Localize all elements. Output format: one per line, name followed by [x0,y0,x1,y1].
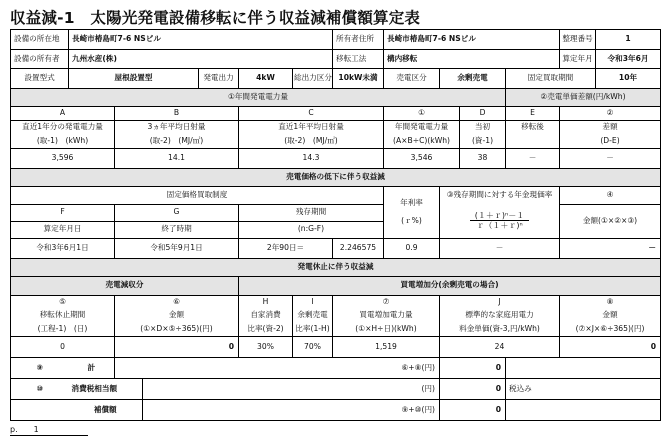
rate-label: 年利率 [400,198,423,208]
col-d-label2: (資-1) [460,134,506,149]
output-label: 発電出力 [199,69,239,89]
calc-date-value: 令和3年6月 [596,49,661,69]
col-8-code: ⑧ [560,295,661,309]
col-a-value: 3,596 [11,149,115,169]
col-i-value: 70% [293,337,333,358]
ref-number-label: 整理番号 [560,30,596,50]
col-c-code: C [239,107,384,121]
owner-address-label: 所有者住所 [333,30,384,50]
section1-value-row [11,149,661,169]
col-c-value: 14.3 [239,149,384,169]
section1-label-row-1 [11,120,661,134]
col-d-value: 38 [460,149,506,169]
col-2-label2: (D-E) [560,134,661,149]
compensation-label: 補償額 [69,399,143,420]
purchase-increase-header: 買電増加分(余剰売電の場合) [239,277,661,295]
col-1-value: 3,546 [384,149,460,169]
col-g-value: 令和5年9月1日 [115,238,239,258]
col-e-label1: 移転後 [506,120,560,134]
page-title: 収益減-1 太陽光発電設備移転に伴う収益減補償額算定表 [10,9,421,27]
fixed-period-label: 固定買取期間 [506,69,596,89]
annual-generation-header: ①年間発電電力量 [11,89,506,107]
section3-label-row-1 [11,309,661,323]
info-row-3 [11,69,661,89]
col-b-value: 14.1 [115,149,239,169]
section3-subheader-row [11,277,661,295]
output-class-label: 総出力区分 [293,69,333,89]
col-d-label1: 当初 [460,120,506,134]
tax-note: 税込み [506,379,661,400]
section2-subheader-row [11,187,661,204]
col-2-code: ② [560,107,661,121]
col-a-code: A [11,107,115,121]
tax-mark: ⑩ [11,379,69,400]
col-c-label1: 直近1年平均日射量 [239,120,384,134]
col-7-value: 1,519 [333,337,440,358]
col-1-label2: (A×B÷C)(kWh) [384,134,460,149]
col-h-label1: 自家消費 [239,309,293,323]
sales-type-label: 売電区分 [384,69,440,89]
col-d-code: D [460,107,506,121]
tax-label: 消費税相当額 [69,379,143,400]
col-8-value: 0 [560,337,661,358]
rate-value: 0.9 [384,238,440,258]
compensation-row [11,399,661,420]
section3-code-row [11,295,661,309]
calc-date-label: 算定年月 [560,49,596,69]
col-6-label1: 金額 [115,309,239,323]
col-6-code: ⑥ [115,295,239,309]
col-i-code: I [293,295,333,309]
col-h-label2: 比率(資-2) [239,322,293,337]
col-5-label2: (工程-1) (日) [11,322,115,337]
location-value: 長崎市椿島町7-6 NSビル [69,30,333,50]
relocation-method-label: 移転工法 [333,49,384,69]
section2-code-row [11,204,661,221]
col-b-label1: 3ヵ年平均日射量 [115,120,239,134]
col-7-label1: 買電増加電力量 [333,309,440,323]
remain-label: 残存期間 [239,204,384,221]
col-j-label2: 料金単価(資-3,円/kWh) [440,322,560,337]
col-6-label2: (①×D×⑤÷365)(円) [115,322,239,337]
location-label: 設備の所在地 [11,30,69,50]
info-row-2 [11,49,661,69]
remain-sub: (n:G-F) [239,221,384,238]
col-b-label2: (取-2) (MJ/㎡) [115,134,239,149]
rate-sub: (ｒ%) [401,216,422,226]
section3-header-row [11,258,661,276]
col-f-code: F [11,204,115,221]
col-g-code: G [115,204,239,221]
output-class-value: 10kW未満 [333,69,384,89]
tax-formula: (円) [143,379,440,400]
suspension-header: 発電休止に伴う収益減 [11,258,661,276]
annuity-denominator: ｒ（１＋ｒ)ⁿ [476,221,523,231]
col-5-code: ⑤ [11,295,115,309]
total-formula: ⑥+⑧(円) [115,358,440,379]
col-6-value: 0 [115,337,239,358]
install-type-label: 設置型式 [11,69,69,89]
price-drop-header: 売電価格の低下に伴う収益減 [11,168,661,186]
compensation-formula: ⑨+⑩(円) [143,399,440,420]
col-b-code: B [115,107,239,121]
total-mark: ⑨ [11,358,69,379]
section3-value-row [11,337,661,358]
fixed-period-value: 10年 [596,69,661,89]
footer-rule [10,435,88,436]
col-a-label1: 直近1年分の発電電力量 [11,120,115,134]
tax-value: 0 [440,379,506,400]
compensation-value: 0 [440,399,506,420]
owner-label: 設備の所有者 [11,49,69,69]
col-j-label1: 標準的な家庭用電力 [440,309,560,323]
total-row [11,358,661,379]
col-g-label: 終了時期 [115,221,239,238]
col-h-value: 30% [239,337,293,358]
remain-days-value: 2年90日＝ [239,238,333,258]
install-type-value: 屋根設置型 [69,69,199,89]
page-number: p. 1 [10,425,39,434]
col-5-label1: 移転休止期間 [11,309,115,323]
annuity-numerator: (１＋ｒ)ⁿ－１ [470,211,529,221]
fixed-price-header: 固定価格買取制度 [11,187,384,204]
remain-years-value: 2.246575 [333,238,384,258]
relocation-method-value: 構内移転 [384,49,560,69]
col-i-label1: 余剰売電 [293,309,333,323]
rate-label-cell [384,187,440,239]
owner-value: 九州水産(株) [69,49,333,69]
section1-code-row [11,107,661,121]
owner-address-value: 長崎市椿島町7-6 NSビル [384,30,560,50]
col-f-label: 算定年月日 [11,221,115,238]
col-8-label2: (⑦×J×⑥÷365)(円) [560,322,661,337]
col-h-code: H [239,295,293,309]
col-j-value: 24 [440,337,560,358]
col-2-label1: 差額 [560,120,661,134]
section1-header-row [11,89,661,107]
sales-loss-header: 売電減収分 [11,277,239,295]
col-e-value: － [506,149,560,169]
col-1-label1: 年間発電電力量 [384,120,460,134]
col-i-label2: 比率(1-H) [293,322,333,337]
output-value: 4kW [239,69,293,89]
annuity-value: － [440,238,560,258]
col-4-label: 金額(①×②×③) [560,204,661,238]
section1-label-row-2 [11,134,661,149]
col-2-value: － [560,149,661,169]
section2-value-row [11,238,661,258]
col-a-label2: (取-1) (kWh) [11,134,115,149]
col-j-code: J [440,295,560,309]
total-label: 計 [69,358,115,379]
col-c-label2: (取-2) (MJ/㎡) [239,134,384,149]
col-1-code: ① [384,107,460,121]
col-4-code: ④ [560,187,661,204]
compensation-table [10,29,661,421]
annuity-formula [440,204,560,238]
col-5-value: 0 [11,337,115,358]
ref-number-value: 1 [596,30,661,50]
tax-row [11,379,661,400]
col-7-code: ⑦ [333,295,440,309]
sales-type-value: 余剰売電 [440,69,506,89]
info-row-1 [11,30,661,50]
annuity-header: ③残存期間に対する年金現価率 [440,187,560,204]
section3-label-row-2 [11,322,661,337]
col-f-value: 令和3年6月1日 [11,238,115,258]
col-4-value: － [560,238,661,258]
price-diff-header: ②売電単価差額(円/kWh) [506,89,661,107]
col-e-code: E [506,107,560,121]
section2-header-row [11,168,661,186]
annuity-fraction [470,211,529,231]
total-value: 0 [440,358,506,379]
col-7-label2: (①×H÷日)(kWh) [333,322,440,337]
col-8-label1: 金額 [560,309,661,323]
